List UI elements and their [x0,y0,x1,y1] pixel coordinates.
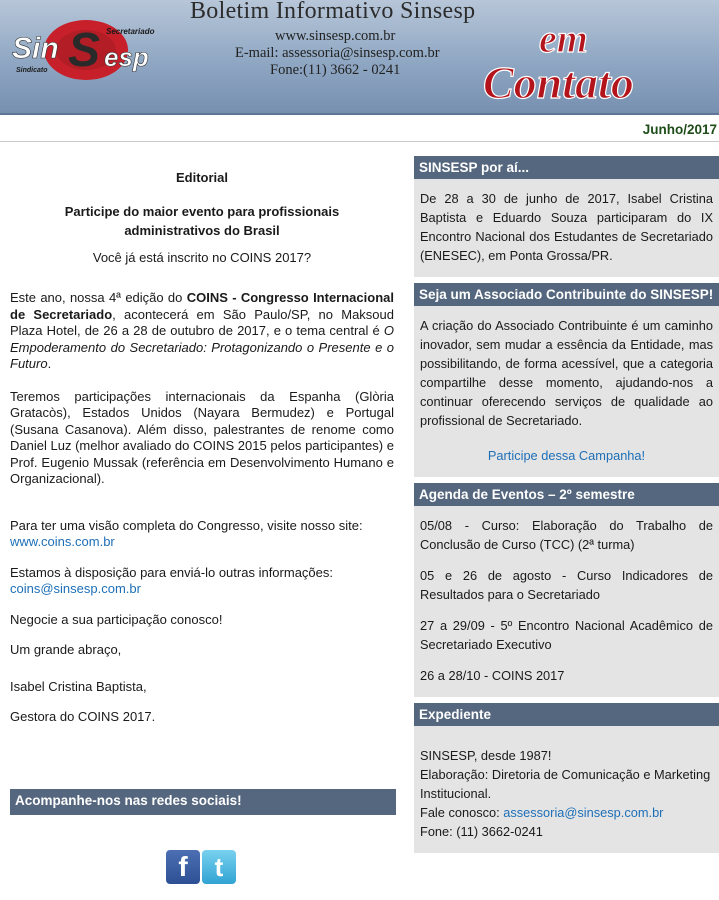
twitter-icon[interactable]: t [202,850,236,884]
agenda-item: 05 e 26 de agosto - Curso Indicadores de Resultados para o Secretariado [420,568,713,602]
expediente-line-3: Fale conosco: assessoria@sinsesp.com.br [420,805,664,820]
header-banner [0,0,719,115]
agenda-item: 05/08 - Curso: Elaboração do Trabalho de Conclusão de Curso (TCC) (2ª turma) [420,518,713,552]
associado-body [414,306,719,477]
social-icons [166,850,236,884]
coins-website-link[interactable]: www.coins.com.br [10,534,115,549]
expediente-line-4: Fone: (11) 3662-0241 [420,824,543,839]
editorial-paragraph-2: Teremos participações internacionais da Espanha (Glòria Gratacòs), Estados Unidos (Nayara Bermudez) e Portugal (Susana Casanova). Além disso, palestrantes de renome como Daniel Luz (melhor avaliado do COINS 2015 pelos participantes) e Prof. Eugenio Mussak (referência em Desenvolvimento Humano e Organizacional). [10,388,394,486]
por-ai-text: De 28 a 30 de junho de 2017, Isabel Cristina Baptista e Eduardo Souza participaram do IX Encontro Nacional dos Estudantes de Secretariado (ENESEC), em Ponta Grossa/PR. [420,191,713,263]
logo-s-text: S [68,24,101,77]
slogan-em: em [539,16,588,61]
expediente-body [414,726,719,853]
facebook-icon[interactable]: f [166,850,200,884]
agenda-body [414,506,719,697]
campaign-link[interactable]: Participe dessa Campanha! [487,448,646,463]
newsletter-title: Boletim Informativo Sinsesp [190,0,476,24]
editorial-paragraph-6: Um grande abraço, [10,642,122,657]
em-contato-slogan [479,10,709,110]
editorial-paragraph-5: Negocie a sua participação conosco! [10,611,223,627]
editorial-column [10,170,394,726]
por-ai-body [414,179,719,277]
date-row [0,115,719,142]
logo-sin-text: Sin [12,32,59,65]
agenda-heading: Agenda de Eventos – 2º semestre [414,483,719,506]
agenda-item: 26 a 28/10 - COINS 2017 [420,668,565,683]
coins-email-link[interactable]: coins@sinsesp.com.br [10,581,141,596]
editorial-paragraph-3: Para ter uma visão completa do Congresso, visite nosso site: www.coins.com.br [10,517,363,549]
editorial-heading: Editorial [175,170,228,185]
editorial-question: Você já está inscrito no COINS 2017? [92,249,312,265]
agenda-item: 27 a 29/09 - 5º Encontro Nacional Acadêmico de Secretariado Executivo [420,618,713,652]
issue-date: Junho/2017 [642,122,717,137]
social-heading: Acompanhe-nos nas redes sociais! [10,789,396,815]
header-website: www.sinsesp.com.br [275,28,396,44]
sidebar [414,156,719,853]
signature-role: Gestora do COINS 2017. [10,709,156,724]
por-ai-heading: SINSESP por aí... [414,156,719,179]
signature-name: Isabel Cristina Baptista, [10,678,147,694]
associado-heading: Seja um Associado Contribuinte do SINSESP! [414,283,719,306]
assessoria-email-link[interactable]: assessoria@sinsesp.com.br [503,805,664,820]
header-phone: Fone:(11) 3662 - 0241 [270,62,401,78]
header-email: E-mail: assessoria@sinsesp.com.br [235,45,440,61]
logo-secretariado-text: Secretariado [106,27,155,36]
slogan-contato: Contato [483,57,634,108]
expediente-line-1: SINSESP, desde 1987! [420,748,552,763]
sinsesp-logo[interactable] [8,14,168,82]
associado-text: A criação do Associado Contribuinte é um caminho inovador, sem mudar a essência da Entidade, mas possibilitando, de forma acessível, que a categoria compartilhe desse momento, ajudando-nos a continuar oferecendo serviços de qualidade ao profissional de Secretariado. [420,318,713,428]
editorial-subheading: Participe do maior evento para profissionais administrativos do Brasil [64,203,340,238]
editorial-paragraph-1: Este ano, nossa 4ª edição do COINS - Congresso Internacional de Secretariado, acontecerá em São Paulo/SP, no Maksoud Plaza Hotel, de 26 a 28 de outubro de 2017, e o tema central é O Empoderamento do Secretariado: Protagonizando o Presente e o Futuro. [10,290,394,371]
editorial-paragraph-4: Estamos à disposição para enviá-lo outras informações: coins@sinsesp.com.br [10,564,333,596]
logo-esp-text: esp [104,42,149,72]
expediente-heading: Expediente [414,703,719,726]
expediente-line-2: Elaboração: Diretoria de Comunicação e Marketing Institucional. [420,767,711,801]
logo-sindicato-text: Sindicato [16,67,48,74]
